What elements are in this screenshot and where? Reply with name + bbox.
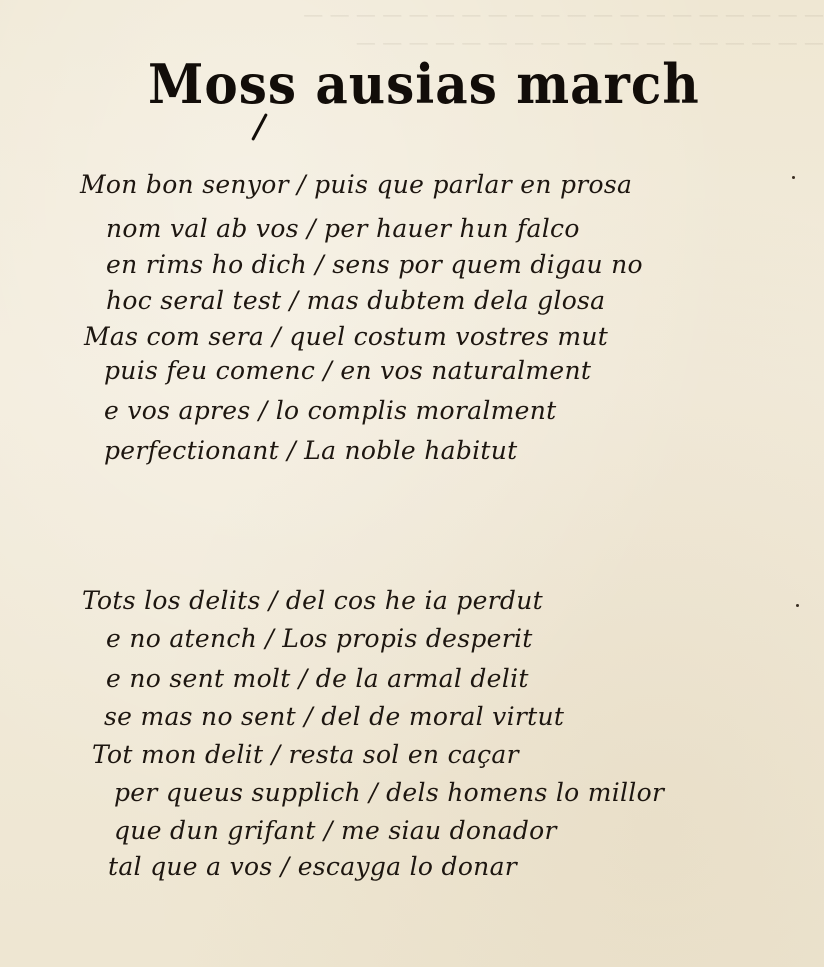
verse-line: hoc seral test / mas dubtem dela glosa [106, 286, 606, 315]
verse-line: e vos apres / lo complis moralment [104, 396, 557, 425]
page-title: Moss ausias march [148, 52, 700, 116]
title-flourish [251, 113, 268, 141]
verse-line: nom val ab vos / per hauer hun falco [106, 214, 580, 243]
verse-line: Tots los delits / del cos he ia perdut [82, 586, 543, 615]
verse-line: Mas com sera / quel costum vostres mut [84, 322, 609, 351]
verse-line: perfectionant / La noble habitut [104, 436, 518, 465]
verse-line: e no sent molt / de la armal delit [106, 664, 529, 693]
verse-line: e no atench / Los propis desperit [106, 624, 533, 653]
verse-line: puis feu comenc / en vos naturalment [104, 356, 592, 385]
verse-line: en rims ho dich / sens por quem digau no [106, 250, 643, 279]
ink-speck [792, 176, 795, 179]
ink-speck [796, 604, 799, 607]
verse-line: Tot mon delit / resta sol en caçar [92, 740, 519, 769]
bleed-through-text: — — — — — — — — — — — — — — — — — — — — — — — — — — — — — — — — — — — — — — [303, 2, 824, 54]
verse-line: per queus supplich / dels homens lo millor [114, 778, 665, 807]
verse-line: Mon bon senyor / puis que parlar en prosa [80, 170, 633, 199]
verse-line: se mas no sent / del de moral virtut [104, 702, 565, 731]
verse-line: tal que a vos / escayga lo donar [108, 852, 518, 881]
verse-line: que dun grifant / me siau donador [114, 816, 557, 845]
